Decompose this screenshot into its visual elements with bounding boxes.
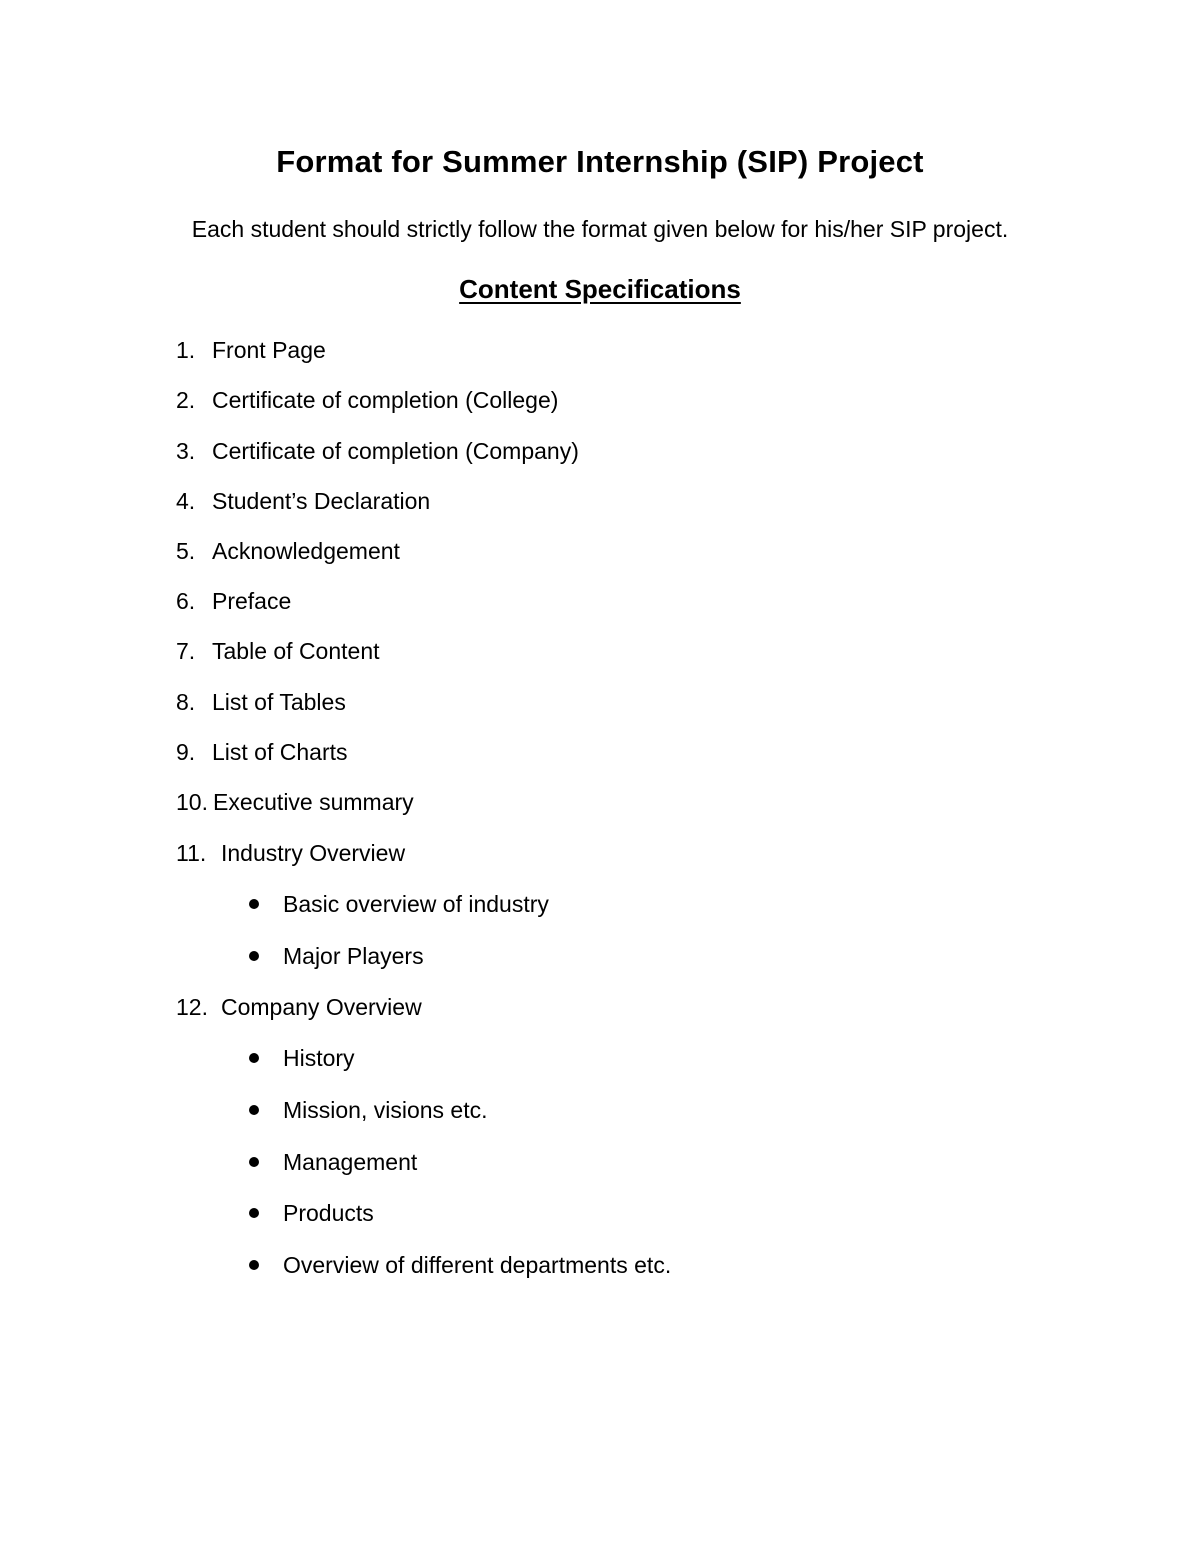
bullet-icon [249, 899, 259, 909]
sub-list-item-label: History [283, 1045, 355, 1071]
sub-list-item-label: Mission, visions etc. [283, 1097, 488, 1123]
list-item-label: Executive summary [213, 789, 414, 815]
list-item-number: 6. [176, 588, 196, 614]
list-item-label: Acknowledgement [212, 538, 400, 564]
list-item-label: Student’s Declaration [212, 488, 431, 514]
list-item-label: Certificate of completion (Company) [212, 438, 579, 464]
list-item-label: Front Page [212, 337, 326, 363]
list-item-number: 4. [176, 488, 196, 514]
document-subtitle: Each student should strictly follow the format given below for his/her SIP project. [191, 216, 1009, 242]
list-item-label: Industry Overview [221, 840, 406, 866]
list-item-number: 10. [176, 789, 208, 815]
list-item-number: 5. [176, 538, 196, 564]
list-item-label: List of Charts [212, 739, 348, 765]
list-item-number: 2. [176, 387, 196, 413]
bullet-icon [249, 1053, 259, 1063]
list-item-number: 12. [176, 994, 208, 1020]
sub-list-item-label: Management [283, 1149, 418, 1175]
sub-list-item-label: Major Players [283, 943, 424, 969]
sub-list-item-label: Basic overview of industry [283, 891, 549, 917]
list-item-label: Table of Content [212, 638, 380, 664]
list-item-number: 7. [176, 638, 196, 664]
list-item-label: Company Overview [221, 994, 422, 1020]
sub-list-item-label: Overview of different departments etc. [283, 1252, 672, 1278]
section-heading: Content Specifications [459, 274, 741, 304]
document-title: Format for Summer Internship (SIP) Project [276, 144, 924, 179]
sub-list-item-label: Products [283, 1200, 374, 1226]
list-item-label: Preface [212, 588, 292, 614]
list-item-number: 3. [176, 438, 196, 464]
bullet-icon [249, 1157, 259, 1167]
bullet-icon [249, 1105, 259, 1115]
bullet-icon [249, 1260, 259, 1270]
bullet-icon [249, 951, 259, 961]
list-item-label: List of Tables [212, 689, 346, 715]
bullet-icon [249, 1208, 259, 1218]
list-item-number: 11. [176, 840, 207, 866]
list-item-number: 8. [176, 689, 196, 715]
list-item-number: 9. [176, 739, 196, 765]
list-item-label: Certificate of completion (College) [212, 387, 559, 413]
list-item-number: 1. [176, 337, 196, 363]
